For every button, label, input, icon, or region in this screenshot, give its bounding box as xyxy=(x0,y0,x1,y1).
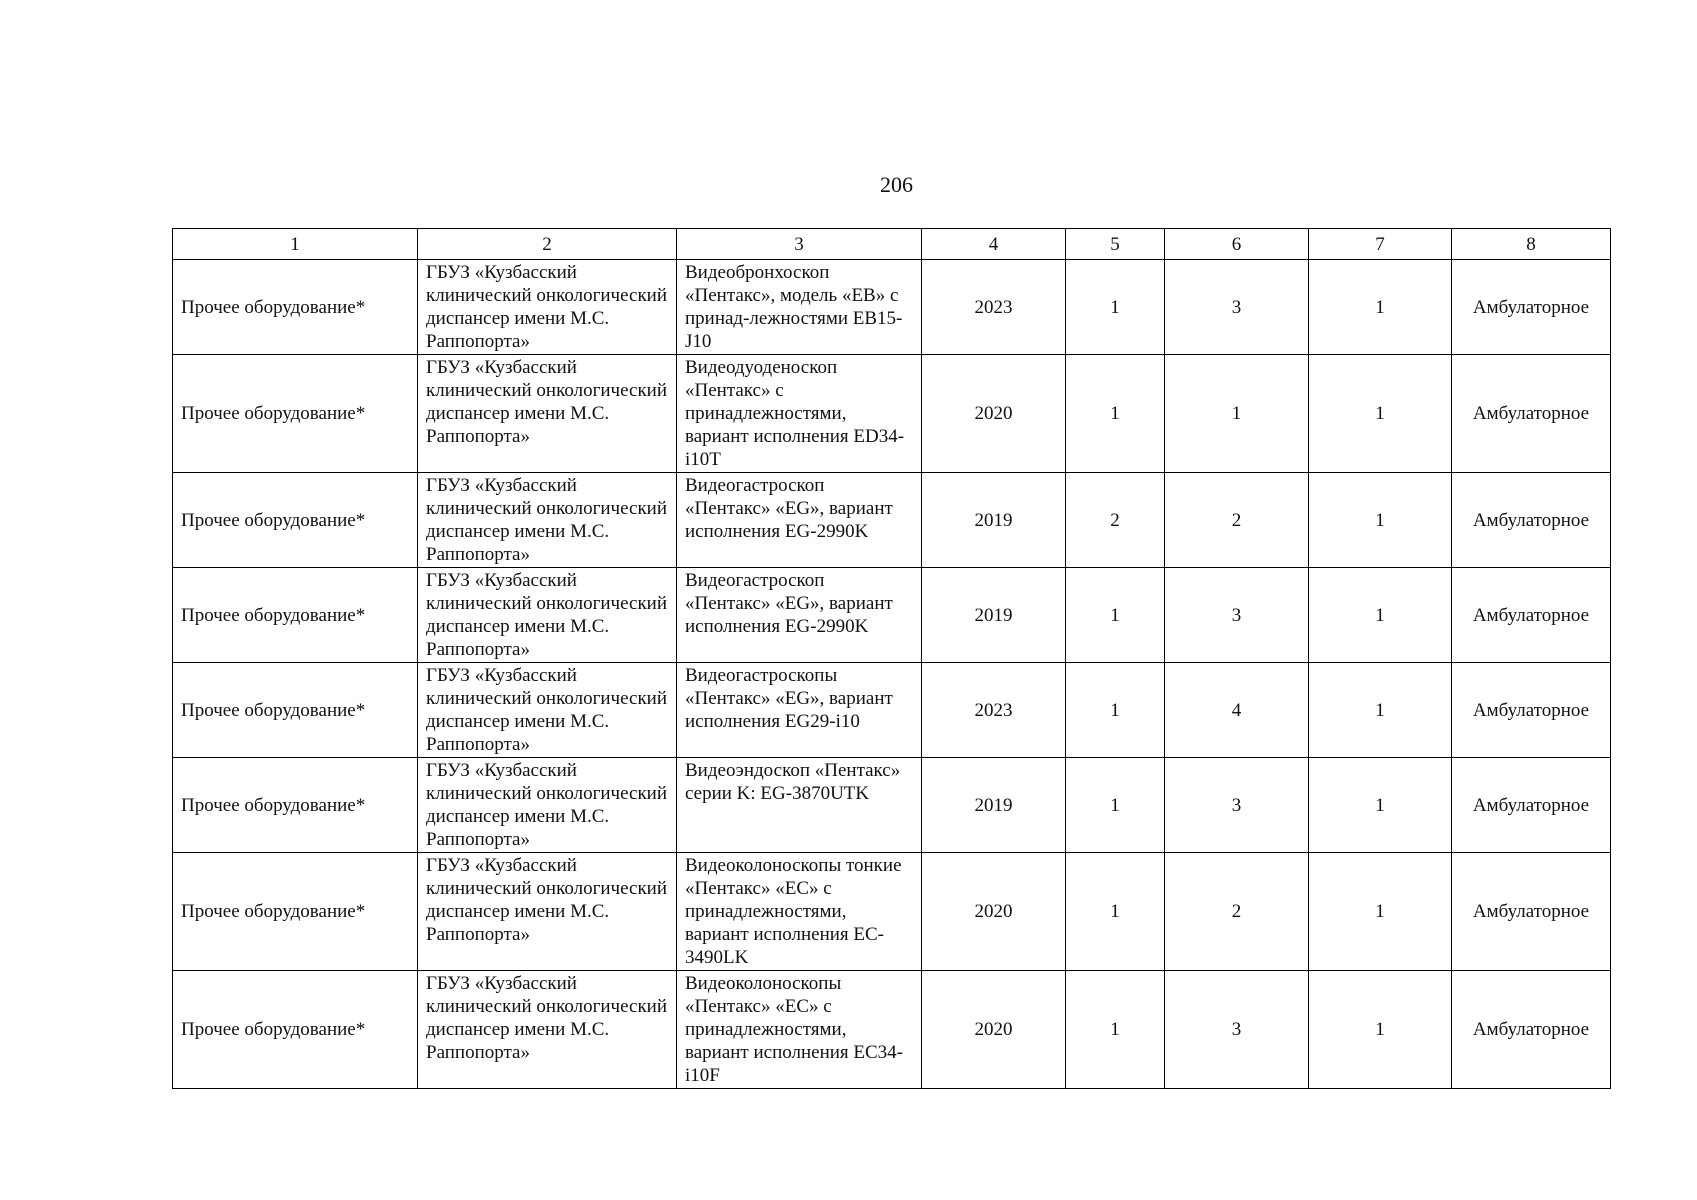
table-cell: 1 xyxy=(1066,663,1165,758)
table-row xyxy=(173,971,1611,1089)
table-header-cell: 8 xyxy=(1452,229,1611,260)
table-cell: 2020 xyxy=(922,355,1066,473)
table-cell: ГБУЗ «Кузбасский клинический онкологический диспансер имени М.С. Раппопорта» xyxy=(418,853,677,971)
table-row xyxy=(173,663,1611,758)
table-cell: Видеобронхоскоп «Пентакс», модель «ЕВ» с принад-лежностями EB15-J10 xyxy=(677,260,922,355)
table-cell: 2019 xyxy=(922,473,1066,568)
table-row xyxy=(173,355,1611,473)
table-cell: Прочее оборудование* xyxy=(173,971,418,1089)
table-cell: ГБУЗ «Кузбасский клинический онкологический диспансер имени М.С. Раппопорта» xyxy=(418,355,677,473)
table-cell: 2020 xyxy=(922,971,1066,1089)
table-header-cell: 1 xyxy=(173,229,418,260)
table-cell: 3 xyxy=(1165,260,1309,355)
table-cell: Прочее оборудование* xyxy=(173,473,418,568)
table-header-row xyxy=(173,229,1611,260)
table-cell: 4 xyxy=(1165,663,1309,758)
table-cell: 1 xyxy=(1066,971,1165,1089)
table-cell: Видеогастроскопы «Пентакс» «EG», вариант исполнения EG29-i10 xyxy=(677,663,922,758)
table-cell: ГБУЗ «Кузбасский клинический онкологический диспансер имени М.С. Раппопорта» xyxy=(418,971,677,1089)
page-number: 206 xyxy=(880,172,913,197)
table-header-cell: 5 xyxy=(1066,229,1165,260)
table-cell: 1 xyxy=(1309,568,1452,663)
table-row xyxy=(173,473,1611,568)
table-cell: Амбулаторное xyxy=(1452,758,1611,853)
table-cell: ГБУЗ «Кузбасский клинический онкологический диспансер имени М.С. Раппопорта» xyxy=(418,663,677,758)
table-cell: Видеоэндоскоп «Пентакс» серии K: EG-3870UTK xyxy=(677,758,922,853)
table-cell: Прочее оборудование* xyxy=(173,758,418,853)
table-header-cell: 7 xyxy=(1309,229,1452,260)
table-cell: 1 xyxy=(1309,663,1452,758)
table-cell: 3 xyxy=(1165,758,1309,853)
table-cell: Видеогастроскоп «Пентакс» «EG», вариант исполнения EG-2990K xyxy=(677,473,922,568)
table-cell: 1 xyxy=(1309,260,1452,355)
table-cell: Амбулаторное xyxy=(1452,473,1611,568)
table-row xyxy=(173,568,1611,663)
table-cell: Видеоколоноскопы тонкие «Пентакс» «EC» с принадлежностями, вариант исполнения EC-3490LK xyxy=(677,853,922,971)
data-table xyxy=(172,228,1611,1089)
table-cell: Амбулаторное xyxy=(1452,355,1611,473)
table-cell: ГБУЗ «Кузбасский клинический онкологический диспансер имени М.С. Раппопорта» xyxy=(418,260,677,355)
table-cell: Амбулаторное xyxy=(1452,260,1611,355)
table-cell: 1 xyxy=(1165,355,1309,473)
table-cell: Видеогастроскоп «Пентакс» «EG», вариант исполнения EG-2990K xyxy=(677,568,922,663)
table-cell: 1 xyxy=(1066,355,1165,473)
table-cell: Амбулаторное xyxy=(1452,568,1611,663)
table-row xyxy=(173,758,1611,853)
table-cell: Видеодуоденоскоп «Пентакс» с принадлежностями, вариант исполнения ED34-i10T xyxy=(677,355,922,473)
table-cell: 2020 xyxy=(922,853,1066,971)
table-cell: Амбулаторное xyxy=(1452,853,1611,971)
table-cell: Прочее оборудование* xyxy=(173,260,418,355)
table-cell: Прочее оборудование* xyxy=(173,663,418,758)
table-cell: 2023 xyxy=(922,663,1066,758)
table-cell: 1 xyxy=(1309,355,1452,473)
table-row xyxy=(173,260,1611,355)
table-cell: Амбулаторное xyxy=(1452,663,1611,758)
table-cell: 2019 xyxy=(922,758,1066,853)
table-cell: 2 xyxy=(1165,473,1309,568)
table-cell: 1 xyxy=(1309,473,1452,568)
table-cell: Прочее оборудование* xyxy=(173,853,418,971)
table-cell: 1 xyxy=(1066,853,1165,971)
table-cell: 2 xyxy=(1066,473,1165,568)
table-row xyxy=(173,853,1611,971)
table-cell: Прочее оборудование* xyxy=(173,568,418,663)
table-cell: ГБУЗ «Кузбасский клинический онкологический диспансер имени М.С. Раппопорта» xyxy=(418,568,677,663)
table-header-cell: 3 xyxy=(677,229,922,260)
table-cell: 2023 xyxy=(922,260,1066,355)
table-cell: 1 xyxy=(1309,758,1452,853)
table-cell: 3 xyxy=(1165,568,1309,663)
table-cell: ГБУЗ «Кузбасский клинический онкологический диспансер имени М.С. Раппопорта» xyxy=(418,473,677,568)
table-cell: 1 xyxy=(1066,568,1165,663)
table-cell: 1 xyxy=(1066,758,1165,853)
table-cell: 1 xyxy=(1309,971,1452,1089)
table-cell: 1 xyxy=(1066,260,1165,355)
table-cell: Видеоколоноскопы «Пентакс» «EC» с принадлежностями, вариант исполнения EC34-i10F xyxy=(677,971,922,1089)
table-header-cell: 2 xyxy=(418,229,677,260)
table-cell: 2019 xyxy=(922,568,1066,663)
table-cell: 2 xyxy=(1165,853,1309,971)
table-body xyxy=(173,229,1611,1089)
table-cell: Амбулаторное xyxy=(1452,971,1611,1089)
table-cell: ГБУЗ «Кузбасский клинический онкологический диспансер имени М.С. Раппопорта» xyxy=(418,758,677,853)
table-header-cell: 4 xyxy=(922,229,1066,260)
table-header-cell: 6 xyxy=(1165,229,1309,260)
table-cell: 3 xyxy=(1165,971,1309,1089)
table-cell: 1 xyxy=(1309,853,1452,971)
table-cell: Прочее оборудование* xyxy=(173,355,418,473)
